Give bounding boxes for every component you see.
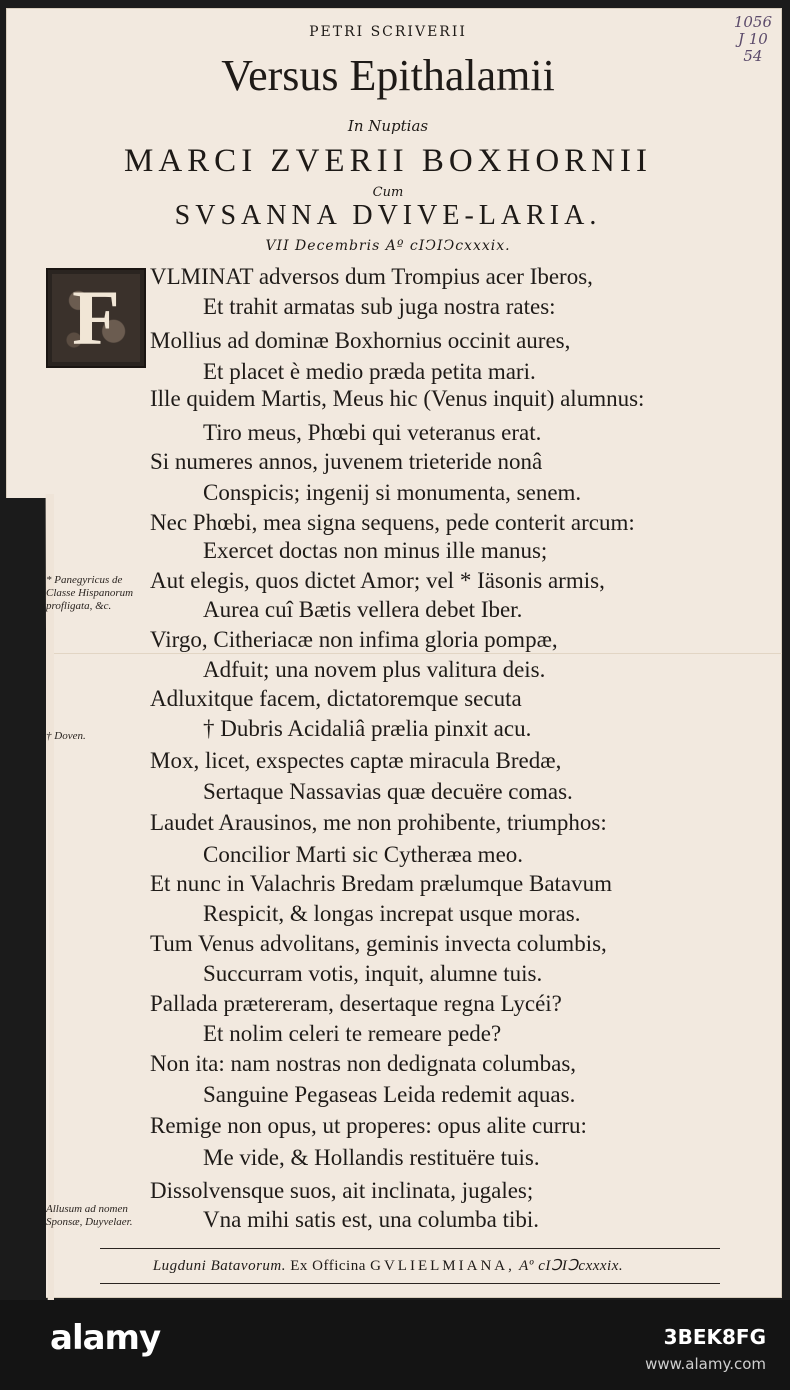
initial-letter: F <box>72 274 120 361</box>
imprint-place: Lugduni Batavorum. <box>152 1258 287 1274</box>
imprint-line <box>0 1256 776 1275</box>
poem-line: Tiro meus, Phœbi qui veteranus erat. <box>203 420 542 445</box>
poem-line: VLMINAT adversos dum Trompius acer Iberos, <box>150 264 593 289</box>
poem-title: Versus Epithalamii <box>221 51 555 100</box>
imprint-rule-bottom <box>100 1283 720 1284</box>
margin-note-allusum: Allusum ad nomen Sponsæ, Duyvelaer. <box>46 1203 133 1228</box>
imprint-press: GVLIELMIANA, <box>370 1258 515 1274</box>
margin-note-doven: † Doven. <box>46 730 86 742</box>
poem-line: † Dubris Acidaliâ prælia pinxit acu. <box>203 716 532 741</box>
poem-line: Pallada prætereram, desertaque regna Lycéi? <box>150 991 562 1016</box>
poem-line: Tum Venus advolitans, geminis invecta columbis, <box>150 931 607 956</box>
poem-line: Remige non opus, ut properes: opus alite curru: <box>150 1113 587 1138</box>
stock-brand-logo: alamy <box>50 1318 161 1358</box>
decorated-initial <box>46 268 146 368</box>
poem-line: Exercet doctas non minus ille manus; <box>203 538 548 563</box>
poem-line: Aurea cuî Bætis vellera debet Iber. <box>203 597 523 622</box>
stock-site-url: www.alamy.com <box>645 1355 766 1373</box>
poem-line: Vna mihi satis est, una columba tibi. <box>203 1207 540 1232</box>
cum-line: Cum <box>372 185 404 200</box>
bride-name: SVSANNA DVIVE-LARIA. <box>174 200 602 231</box>
archive-stamp-item: 54 <box>743 47 763 65</box>
archive-stamp-number: 1056 <box>733 13 772 31</box>
poem-line: Concilior Marti sic Cytheræa meo. <box>203 842 524 867</box>
poem-line: Et nunc in Valachris Bredam prælumque Batavum <box>150 871 613 896</box>
poem-line: Non ita: nam nostras non dedignata columbas, <box>150 1051 577 1076</box>
margin-note-panegyricus: * Panegyricus de Classe Hispanorum profligata, &c. <box>46 574 134 612</box>
poem-line: Et placet è medio præda petita mari. <box>203 359 536 384</box>
poem-line: Sanguine Pegaseas Leida redemit aquas. <box>203 1082 576 1107</box>
poem-line: Ille quidem Martis, Meus hic (Venus inquit) alumnus: <box>150 386 645 411</box>
image-reference-id: 3BEK8FG <box>663 1325 766 1349</box>
poem-line: Adfuit; una novem plus valitura deis. <box>203 657 546 682</box>
groom-name: MARCI ZVERII BOXHORNII <box>124 143 652 179</box>
poem-line: Si numeres annos, juvenem trieteride nonâ <box>150 449 543 474</box>
poem-line: Succurram votis, inquit, alumne tuis. <box>203 961 543 986</box>
poem-line: Et trahit armatas sub juga nostra rates: <box>203 294 556 319</box>
imprint-year: Aº cIↃIↃcxxxix. <box>519 1258 624 1274</box>
poem-line: Conspicis; ingenij si monumenta, senem. <box>203 480 582 505</box>
imprint-rule-top <box>100 1248 720 1249</box>
poem-line: Laudet Arausinos, me non prohibente, triumphos: <box>150 810 607 835</box>
poem-line: Dissolvensque suos, ait inclinata, jugales; <box>150 1178 534 1203</box>
author-line: PETRI SCRIVERII <box>309 24 467 40</box>
poem-line: Sertaque Nassavias quæ decuëre comas. <box>203 779 573 804</box>
poem-line: Nec Phœbi, mea signa sequens, pede conterit arcum: <box>150 510 635 535</box>
poem-line: Aut elegis, quos dictet Amor; vel * Iäsonis armis, <box>150 568 605 593</box>
poem-line: Et nolim celeri te remeare pede? <box>203 1021 502 1046</box>
poem-line: Me vide, & Hollandis restituëre tuis. <box>203 1145 540 1170</box>
archive-stamp-shelf: J 10 <box>737 30 768 48</box>
in-nuptias-line: In Nuptias <box>347 117 429 135</box>
date-line: VII Decembris Aº cIↃIↃcxxxix. <box>265 238 511 254</box>
poem-line: Mox, licet, exspectes captæ miracula Bredæ, <box>150 748 562 773</box>
poem-line: Respicit, & longas increpat usque moras. <box>203 901 581 926</box>
poem-line: Virgo, Citheriacæ non infima gloria pompæ, <box>150 627 558 652</box>
imprint-middle: Ex Officina <box>290 1258 366 1274</box>
poem-line: Adluxitque facem, dictatoremque secuta <box>150 686 522 711</box>
poem-line: Mollius ad dominæ Boxhornius occinit aures, <box>150 328 571 353</box>
torn-margin <box>0 498 46 1298</box>
